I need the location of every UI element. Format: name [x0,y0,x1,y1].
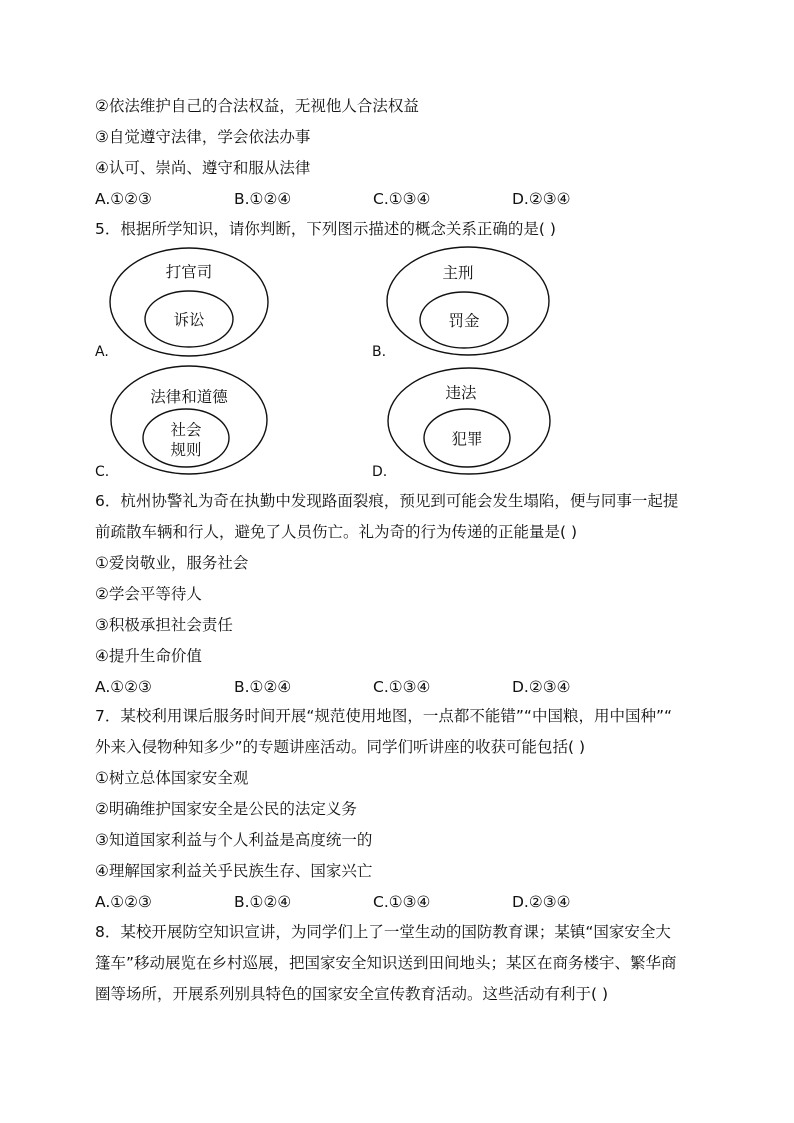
q6-item-3: ③积极承担社会责任 [95,616,233,634]
diagram-b-inner-label: 罚金 [448,312,480,330]
q6-option-c: C.①③④ [373,678,431,696]
diagram-c-inner-label-1: 社会 [170,421,202,439]
diagram-b-outer-label: 主刑 [442,264,474,282]
q6-option-d: D.②③④ [512,678,571,696]
diagram-a-outer-label: 打官司 [165,263,213,281]
q4-item-3: ③自觉遵守法律，学会依法办事 [95,128,311,146]
q6-item-1: ①爱岗敬业，服务社会 [95,554,249,572]
q4-option-c: C.①③④ [373,190,431,208]
q4-item-2: ②依法维护自己的合法权益，无视他人合法权益 [95,97,419,115]
diagram-c-label: C. [95,464,110,480]
diagram-d-inner-label: 犯罪 [451,430,483,448]
q4-option-b: B.①②④ [234,190,292,208]
q6-stem-line-2: 前疏散车辆和行人，避免了人员伤亡。礼为奇的行为传递的正能量是( ) [95,523,578,541]
q7-option-a: A.①②③ [95,893,152,911]
q6-item-4: ④提升生命价值 [95,647,202,665]
q6-option-a: A.①②③ [95,678,152,696]
q7-item-3: ③知道国家利益与个人利益是高度统一的 [95,831,373,849]
q7-item-4: ④理解国家利益关乎民族生存、国家兴亡 [95,862,373,880]
diagram-a-label: A. [95,344,109,360]
q4-option-d: D.②③④ [512,190,571,208]
q8-stem-line-2: 篷车”移动展览在乡村巡展，把国家安全知识送到田间地头；某区在商务楼宇、繁华商 [95,954,677,972]
q8-stem-line-3: 圈等场所，开展系列别具特色的国家安全宣传教育活动。这些活动有利于( ) [95,985,609,1003]
q7-item-2: ②明确维护国家安全是公民的法定义务 [95,800,357,818]
q6-stem-line-1: 6．杭州协警礼为奇在执勤中发现路面裂痕，预见到可能会发生塌陷，便与同事一起提 [95,492,679,510]
q7-option-c: C.①③④ [373,893,431,911]
q4-option-a: A.①②③ [95,190,152,208]
q7-stem-line-2: 外来入侵物种知多少”的专题讲座活动。同学们听讲座的收获可能包括( ) [95,738,586,756]
diagram-d-outer-label: 违法 [445,384,477,402]
q7-option-b: B.①②④ [234,893,292,911]
q6-option-b: B.①②④ [234,678,292,696]
q6-item-2: ②学会平等待人 [95,585,202,603]
q5-stem: 5．根据所学知识，请你判断，下列图示描述的概念关系正确的是( ) [95,220,556,238]
q7-item-1: ①树立总体国家安全观 [95,769,249,787]
q4-item-4: ④认可、崇尚、遵守和服从法律 [95,159,311,177]
q8-stem-line-1: 8．某校开展防空知识宣讲，为同学们上了一堂生动的国防教育课；某镇“国家安全大 [95,923,671,941]
diagram-b-label: B. [372,344,387,360]
q7-stem-line-1: 7．某校利用课后服务时间开展“规范使用地图，一点都不能错”“中国粮，用中国种”“ [95,707,673,725]
diagram-d-label: D. [372,464,388,480]
diagram-a-inner-label: 诉讼 [173,311,205,329]
diagram-c-inner-label-2: 规则 [170,441,202,459]
diagram-c-outer-label: 法律和道德 [150,388,228,406]
q7-option-d: D.②③④ [512,893,571,911]
